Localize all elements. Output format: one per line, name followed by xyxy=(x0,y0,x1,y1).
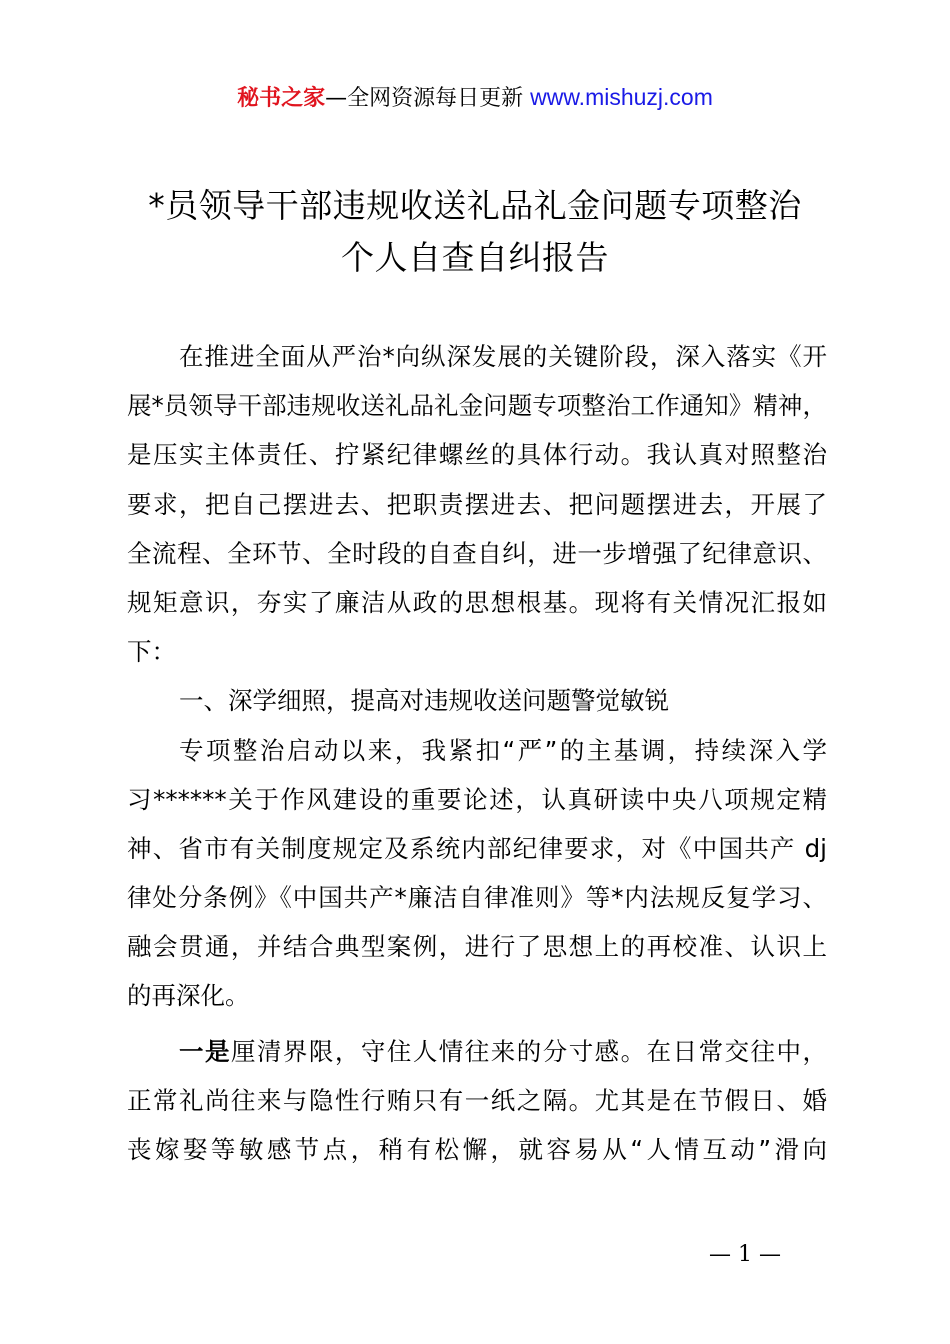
paragraph-line: 神、省市有关制度规定及系统内部纪律要求，对《中国共产 dj xyxy=(127,833,827,863)
paragraph-line: 正常礼尚往来与隐性行贿只有一纸之隔。尤其是在节假日、婚 xyxy=(127,1085,827,1115)
paragraph-line: 全流程、全环节、全时段的自查自纠，进一步增强了纪律意识、 xyxy=(127,538,827,568)
site-tagline: —全网资源每日更新 xyxy=(325,86,531,111)
paragraph-line: 在推进全面从严治*向纵深发展的关键阶段，深入落实《开 xyxy=(179,342,827,371)
paragraph-point-one xyxy=(127,1027,827,1175)
paragraph-intro xyxy=(127,332,827,676)
paragraph-study xyxy=(127,726,827,1021)
paragraph-line: 规矩意识，夯实了廉洁从政的思想根基。现将有关情况汇报如 xyxy=(127,587,827,617)
point-lead: 一是 xyxy=(179,1036,231,1066)
paragraph-line xyxy=(127,1027,827,1076)
site-name: 秘书之家 xyxy=(237,86,326,111)
document-title xyxy=(60,180,890,284)
page-number: — 1 — xyxy=(709,1242,781,1267)
paragraph-line: 专项整治启动以来，我紧扣“严”的主基调，持续深入学 xyxy=(179,735,827,765)
paragraph-line: 展*员领导干部违规收送礼品礼金问题专项整治工作通知》精神， xyxy=(127,391,827,421)
paragraph-line: 律处分条例》《中国共产*廉洁自律准则》等*内法规反复学习、 xyxy=(127,883,827,913)
title-line-2: 个人自查自纠报告 xyxy=(341,238,609,277)
paragraph-line: 习******关于作风建设的重要论述，认真研读中央八项规定精 xyxy=(127,784,827,814)
site-url-link[interactable]: www.mishuzj.com xyxy=(530,84,713,110)
paragraph-line: 下： xyxy=(127,637,176,667)
site-header xyxy=(0,82,950,114)
title-line-1: *员领导干部违规收送礼品礼金问题专项整治 xyxy=(148,186,802,225)
point-text: 厘清界限，守住人情往来的分寸感。在日常交往中， xyxy=(230,1036,828,1066)
paragraph-line: 是压实主体责任、拧紧纪律螺丝的具体行动。我认真对照整治 xyxy=(127,440,827,470)
paragraph-line: 丧嫁娶等敏感节点，稍有松懈，就容易从“人情互动”滑向 xyxy=(127,1135,827,1164)
section-heading: 一、深学细照，提高对违规收送问题警觉敏锐 xyxy=(179,686,669,716)
paragraph-line: 融会贯通，并结合典型案例，进行了思想上的再校准、认识上 xyxy=(127,932,827,962)
document-body xyxy=(127,332,827,1174)
paragraph-line: 的再深化。 xyxy=(127,981,250,1011)
paragraph-line: 要求，把自己摆进去、把职责摆进去、把问题摆进去，开展了 xyxy=(127,489,827,519)
